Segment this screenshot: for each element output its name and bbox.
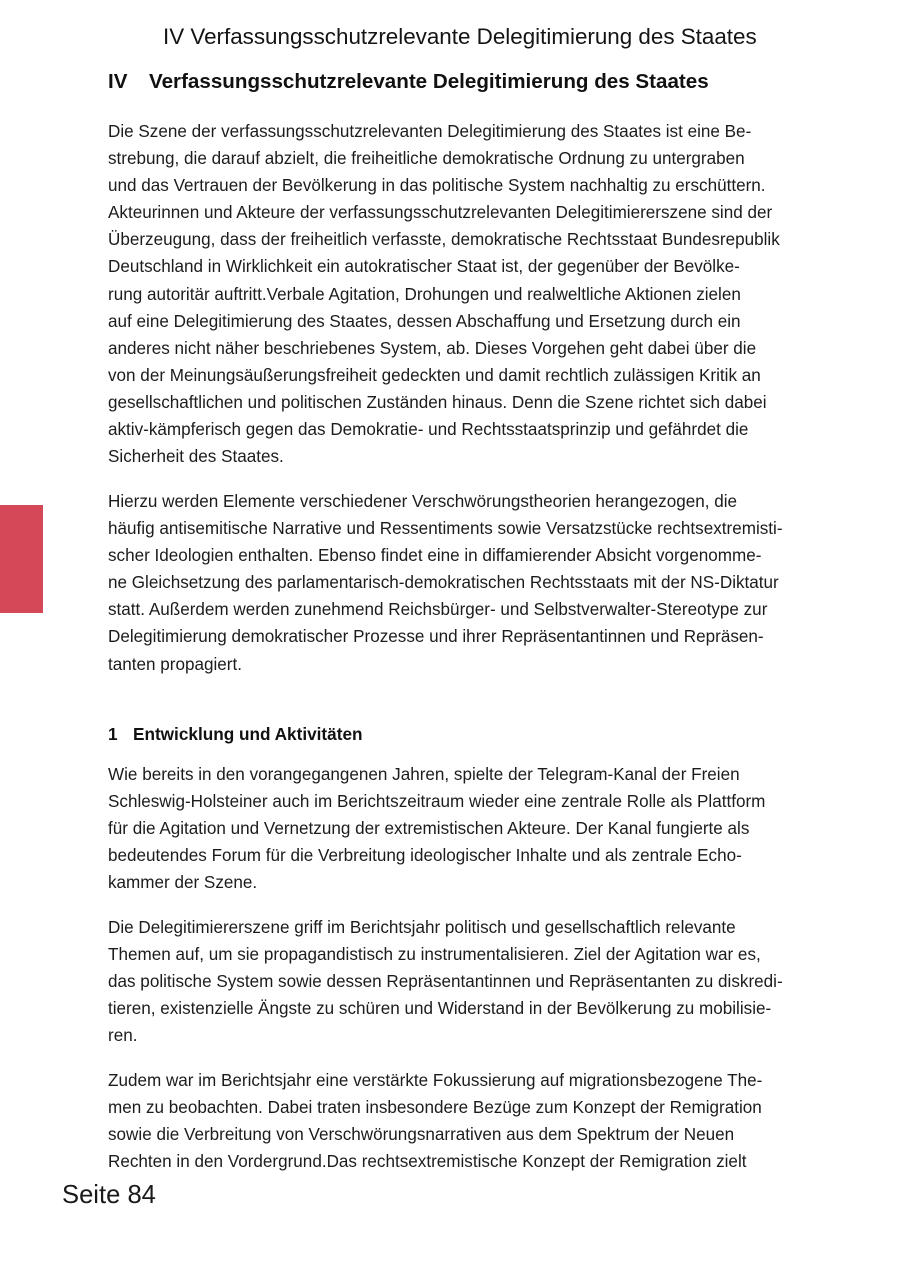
section-heading [108,68,709,96]
text-line: Die Delegitimiererszene griff im Berichtsjahr politisch und gesellschaftlich relevante [108,918,736,937]
text-line: für die Agitation und Vernetzung der extremistischen Akteure. Der Kanal fungierte als [108,819,750,839]
paragraph-sub-2 [108,914,783,1049]
subsection-number: 1 [108,724,118,744]
text-line: auf eine Delegitimierung des Staates, dessen Abschaffung und Ersetzung durch ein [108,311,741,331]
text-line: Rechten in den Vordergrund.Das rechtsextremistische Konzept der Remigration zielt [108,1152,747,1172]
text-line: Schleswig-Holsteiner auch im Berichtszeitraum wieder eine zentrale Rolle als Plattform [108,792,766,812]
text-line: Überzeugung, dass der freiheitlich verfasste, demokratische Rechtsstaat Bundesrepublik [108,230,780,250]
text-line: und das Vertrauen der Bevölkerung in das politische System nachhaltig zu erschüttern. [108,176,766,196]
subsection-title: Entwicklung und Aktivitäten [133,724,363,744]
section-title: Verfassungsschutzrelevante Delegitimierung des Staates [149,70,709,93]
text-line: Deutschland in Wirklichkeit ein autokratischer Staat ist, der gegenüber der Bevölke- [108,257,740,277]
text-line: statt. Außerdem werden zunehmend Reichsbürger- und Selbstverwalter-Stereotype zur [108,600,768,620]
text-line: Die Szene der verfassungsschutzrelevanten Delegitimierung des Staates ist eine Be- [108,122,752,141]
subsection-heading [108,722,363,746]
text-line: ne Gleichsetzung des parlamentarisch-demokratischen Rechtsstaats mit der NS-Diktatur [108,573,779,593]
paragraph-intro-2 [108,488,783,678]
chapter-side-marker [0,505,43,613]
text-line: Themen auf, um sie propagandistisch zu instrumentalisieren. Ziel der Agitation war es, [108,945,761,965]
text-line: anderes nicht näher beschriebenes System, ab. Dieses Vorgehen geht dabei über die [108,338,757,358]
running-header: IV Verfassungsschutzrelevante Delegitimierung des Staates [163,24,757,49]
text-line: Delegitimierung demokratischer Prozesse und ihrer Repräsentantinnen und Repräsen- [108,627,764,647]
text-line: tieren, existenzielle Ängste zu schüren und Widerstand in der Bevölkerung zu mobilisie- [108,999,772,1019]
text-line: sowie die Verbreitung von Verschwörungsnarrativen aus dem Spektrum der Neuen [108,1125,735,1145]
paragraph-sub-3 [108,1067,762,1175]
paragraph-intro-1 [108,118,780,470]
text-line: Wie bereits in den vorangegangenen Jahren, spielte der Telegram-Kanal der Freien [108,765,740,784]
text-line: kammer der Szene. [108,873,258,893]
text-line: Akteurinnen und Akteure der verfassungsschutzrelevanten Delegitimiererszene sind der [108,203,773,223]
text-line: men zu beobachten. Dabei traten insbesondere Bezüge zum Konzept der Remigration [108,1098,762,1118]
text-line: strebung, die darauf abzielt, die freiheitliche demokratische Ordnung zu untergraben [108,149,745,169]
text-line: aktiv-kämpferisch gegen das Demokratie- und Rechtsstaatsprinzip und gefährdet die [108,420,749,440]
text-line: bedeutendes Forum für die Verbreitung ideologischer Inhalte und als zentrale Echo- [108,846,742,866]
text-line: Hierzu werden Elemente verschiedener Verschwörungstheorien herangezogen, die [108,492,738,511]
text-line: von der Meinungsäußerungsfreiheit gedeckten und damit rechtlich zulässigen Kritik an [108,365,761,385]
page-number: Seite 84 [62,1181,156,1209]
text-line: Zudem war im Berichtsjahr eine verstärkte Fokussierung auf migrationsbezogene The- [108,1071,763,1090]
paragraph-sub-1 [108,761,765,896]
text-line: ren. [108,1026,138,1046]
text-line: Sicherheit des Staates. [108,447,284,467]
section-number: IV [108,70,128,93]
text-line: rung autoritär auftritt.Verbale Agitation, Drohungen und realweltliche Aktionen zielen [108,284,741,304]
text-line: häufig antisemitische Narrative und Ressentiments sowie Versatzstücke rechtsextremisti- [108,519,783,539]
text-line: gesellschaftlichen und politischen Zuständen hinaus. Denn die Szene richtet sich dabei [108,392,767,412]
text-line: scher Ideologien enthalten. Ebenso findet eine in diffamierender Absicht vorgenomme- [108,546,762,566]
text-line: tanten propagiert. [108,654,242,674]
text-line: das politische System sowie dessen Repräsentantinnen und Repräsentanten zu diskredi- [108,972,783,992]
